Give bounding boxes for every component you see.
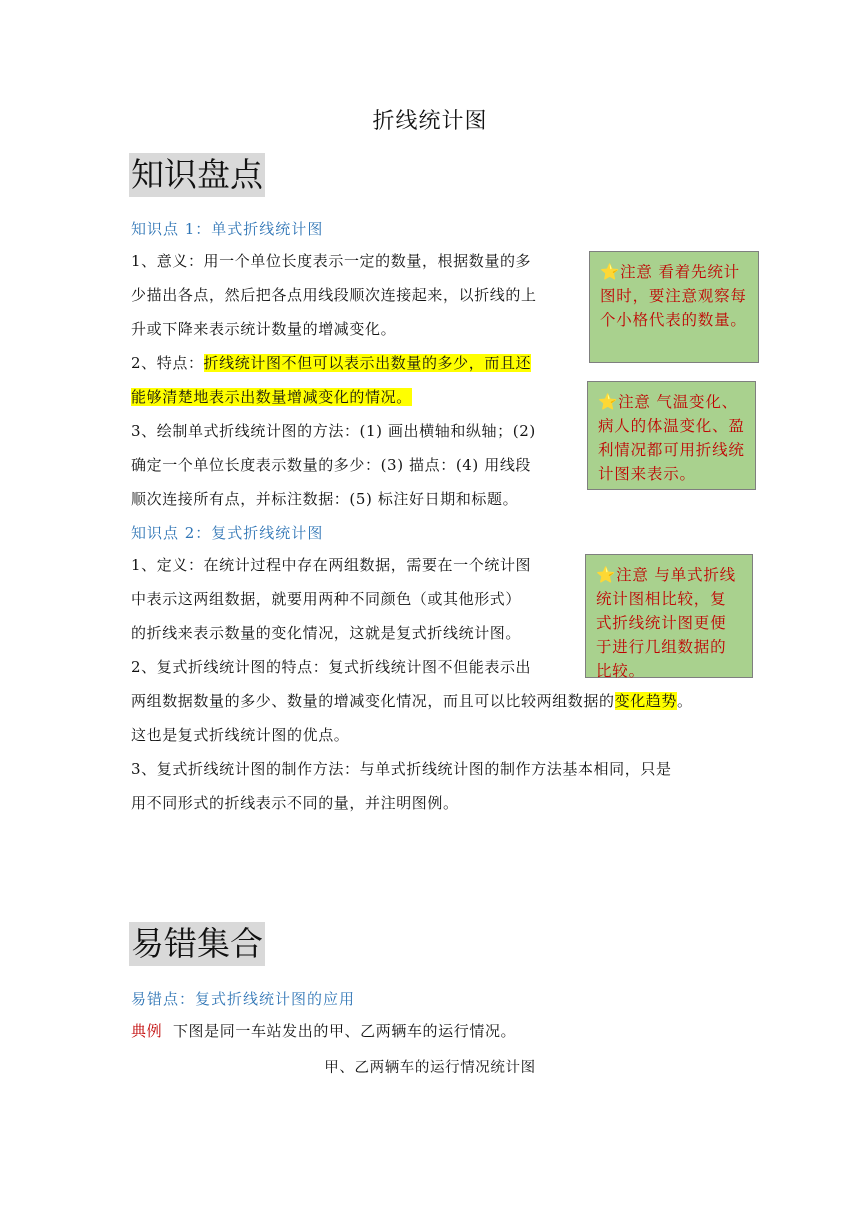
example-line	[131, 1014, 516, 1048]
feature-line-2	[131, 380, 537, 414]
feature-highlight-2: 能够清楚地表示出数量增减变化的情况。	[131, 388, 412, 406]
compound-feature-line	[131, 684, 693, 718]
text-line: 升或下降来表示统计数量的增减变化。	[131, 320, 397, 338]
note-box-scale: ⭐注意 看着先统计图时，要注意观察每个小格代表的数量。	[589, 251, 759, 363]
single-line-definition	[131, 244, 537, 516]
feature-highlight-1: 折线统计图不但可以表示出数量的多少，而且还	[203, 354, 532, 372]
section-heading-mistakes: 易错集合	[129, 922, 265, 966]
text-line: 2、复式折线统计图的特点：复式折线统计图不但能表示出	[131, 658, 532, 676]
text-line: 用不同形式的折线表示不同的量，并注明图例。	[131, 794, 459, 812]
example-text: 下图是同一车站发出的甲、乙两辆车的运行情况。	[172, 1022, 517, 1040]
mistake-point-title: 易错点：复式折线统计图的应用	[131, 990, 356, 1008]
section-heading-knowledge: 知识盘点	[129, 153, 265, 197]
text-line: 顺次连接所有点，并标注数据：(5) 标注好日期和标题。	[131, 490, 519, 508]
text-span: 。	[677, 692, 693, 710]
text-line: 3、绘制单式折线统计图的方法：(1) 画出横轴和纵轴；(2)	[131, 422, 536, 440]
text-span: 两组数据数量的多少、数量的增减变化情况，而且可以比较两组数据的	[131, 692, 615, 710]
text-line: 1、意义：用一个单位长度表示一定的数量，根据数量的多	[131, 252, 532, 270]
knowledge-point-1-title: 知识点 1：单式折线统计图	[131, 220, 324, 238]
text-line: 3、复式折线统计图的制作方法：与单式折线统计图的制作方法基本相同，只是	[131, 760, 672, 778]
text-line: 中表示这两组数据，就要用两种不同颜色（或其他形式）	[131, 590, 522, 608]
text-line: 的折线来表示数量的变化情况，这就是复式折线统计图。	[131, 624, 522, 642]
feature-prefix: 2、特点：	[131, 354, 204, 372]
knowledge-point-2-title: 知识点 2：复式折线统计图	[131, 524, 324, 542]
example-label: 典例	[131, 1022, 163, 1040]
feature-line-1	[131, 346, 537, 380]
document-title: 折线统计图	[372, 109, 488, 134]
note-box-compare: ⭐注意 与单式折线统计图相比较，复式折线统计图更便于进行几组数据的比较。	[585, 554, 753, 678]
text-line: 确定一个单位长度表示数量的多少：(3) 描点：(4) 用线段	[131, 456, 532, 474]
text-line: 这也是复式折线统计图的优点。	[131, 726, 350, 744]
text-line: 少描出各点，然后把各点用线段顺次连接起来，以折线的上	[131, 286, 537, 304]
note-box-usage: ⭐注意 气温变化、病人的体温变化、盈利情况都可用折线统计图来表示。	[587, 381, 756, 490]
trend-highlight: 变化趋势	[614, 692, 678, 710]
text-line: 1、定义：在统计过程中存在两组数据，需要在一个统计图	[131, 556, 532, 574]
chart-caption: 甲、乙两辆车的运行情况统计图	[324, 1060, 536, 1076]
